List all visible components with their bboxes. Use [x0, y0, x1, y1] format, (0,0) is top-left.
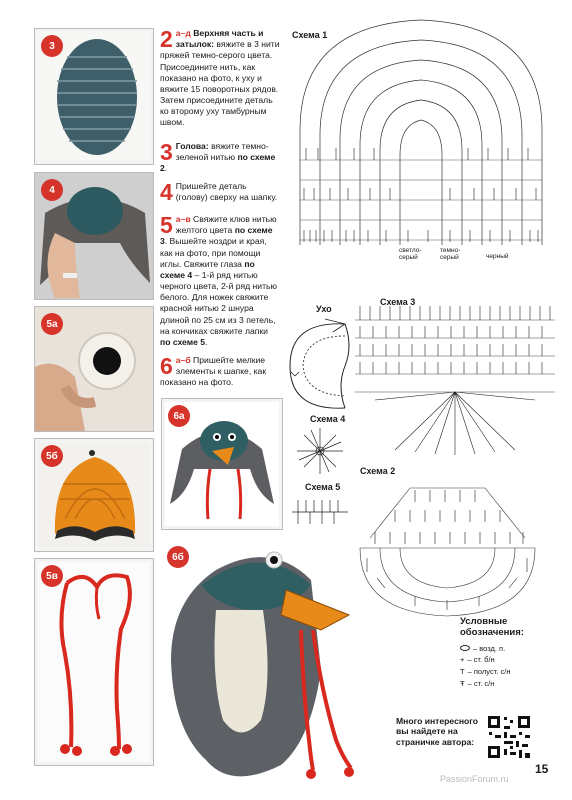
step-text: вяжите в 3 нити пряжей темно-серого цвета. Присоедините нить, как показано на фото, к уху и вяжите 15 поворотных рядов. Затем присоедините деталь ко второму уху тамбурным швом.	[160, 39, 280, 128]
step-text: Свяжите клюв нитью желтого цвета	[175, 214, 277, 236]
scheme-3-label: Схема 3	[380, 297, 416, 307]
scheme-1-black: черный	[486, 253, 509, 260]
half-double-crochet-icon: T	[460, 667, 465, 677]
step-sub: а–в	[175, 214, 191, 224]
ear-diagram	[285, 316, 355, 416]
single-crochet-icon: +	[460, 655, 465, 665]
scheme-3-diagram	[355, 280, 555, 460]
qr-code[interactable]	[486, 714, 532, 760]
photo-badge: 5б	[41, 445, 63, 467]
photo-badge: 6а	[168, 405, 190, 427]
knitted-cords-image	[35, 559, 153, 765]
scheme-1-diagram	[290, 10, 552, 255]
legend-title: Условные обозначения:	[460, 616, 524, 638]
photo-6b-hat-closeup	[161, 540, 357, 788]
step-number: 3	[160, 139, 173, 165]
step-sub: а–д	[175, 28, 191, 38]
photo-5v-legs	[34, 558, 154, 766]
photo-4-attach-to-ear	[34, 172, 154, 300]
step-text: Пришейте мелкие элементы к шапке, как показано на фото.	[160, 355, 267, 388]
legend-item-sc	[460, 654, 560, 666]
step-6	[160, 355, 280, 389]
legend	[460, 617, 560, 689]
step-3	[160, 141, 280, 175]
photo-badge: 5а	[41, 313, 63, 335]
step-number: 4	[160, 179, 173, 205]
penguin-hat-large-image	[161, 540, 357, 788]
scheme-1-dark-gray: темно-серый	[440, 247, 461, 262]
step-4	[160, 181, 280, 203]
scheme-1-label: Схема 1	[292, 30, 328, 40]
scheme-4-label: Схема 4	[310, 414, 346, 424]
scheme-4-diagram	[295, 426, 345, 476]
legend-item-hdc	[460, 666, 560, 678]
step-text: . Вышейте ноздри и края, как на фото, при помощи иглы. Свяжите глаза	[160, 236, 267, 269]
photo-badge: 5в	[41, 565, 63, 587]
photo-5b-beak	[34, 438, 154, 552]
step-scheme-ref: по схеме 2	[160, 152, 276, 174]
step-scheme-ref: по схеме 4	[160, 258, 255, 280]
step-2	[160, 28, 280, 129]
step-number: 5	[160, 212, 173, 238]
legend-item-label: – полуст. с/н	[467, 667, 511, 677]
step-scheme-ref: по схеме 5	[160, 336, 206, 347]
photo-badge: 4	[41, 179, 63, 201]
step-text: Пришейте деталь (голову) сверху на шапку.	[175, 181, 278, 203]
watermark: PassionForum.ru	[440, 774, 509, 784]
ear-label: Ухо	[316, 304, 332, 314]
photo-5a-eye	[34, 306, 154, 432]
photo-badge: 3	[41, 35, 63, 57]
step-heading: Голова:	[175, 141, 209, 151]
step-text-end: .	[164, 163, 168, 174]
step-number: 6	[160, 353, 173, 379]
step-number: 2	[160, 26, 173, 52]
legend-item-dc	[460, 678, 560, 690]
chain-stitch-icon	[460, 645, 470, 651]
legend-item-label: – ст. б/н	[467, 655, 495, 665]
step-5	[160, 214, 280, 348]
double-crochet-icon: Ŧ	[460, 678, 465, 688]
page-number: 15	[535, 762, 549, 776]
qr-code-icon	[486, 714, 532, 760]
legend-item-label: – ст. с/н	[467, 678, 495, 688]
step-heading: Верхняя часть и затылок:	[175, 28, 264, 50]
photo-6a-hat	[161, 398, 283, 530]
scheme-5-diagram	[290, 494, 350, 530]
step-scheme-ref: по схеме 3	[160, 225, 273, 247]
photo-3-top-piece	[34, 28, 154, 165]
scheme-1-light-gray: светло-серый	[399, 247, 422, 262]
step-sub: а–б	[175, 355, 191, 365]
step-text: – 1-й ряд нитью черного цвета, 2-й ряд нитью белого. Для ножек свяжите красной нитью 2 шнура длиной по 25 см из 3 петель, на кончиках свяжите лапки	[160, 269, 277, 336]
photo-badge: 6б	[167, 546, 189, 568]
scheme-2-diagram	[355, 478, 540, 618]
legend-item-chain	[460, 643, 560, 655]
step-text: .	[205, 336, 208, 347]
promo-text: Много интересного вы найдете на страничке автора:	[396, 716, 479, 747]
legend-item-label: – возд. п.	[473, 643, 506, 653]
scheme-5-label: Схема 5	[305, 482, 341, 492]
scheme-2-label: Схема 2	[360, 466, 396, 476]
step-text: вяжите темно-зеленой нитью	[175, 141, 269, 163]
